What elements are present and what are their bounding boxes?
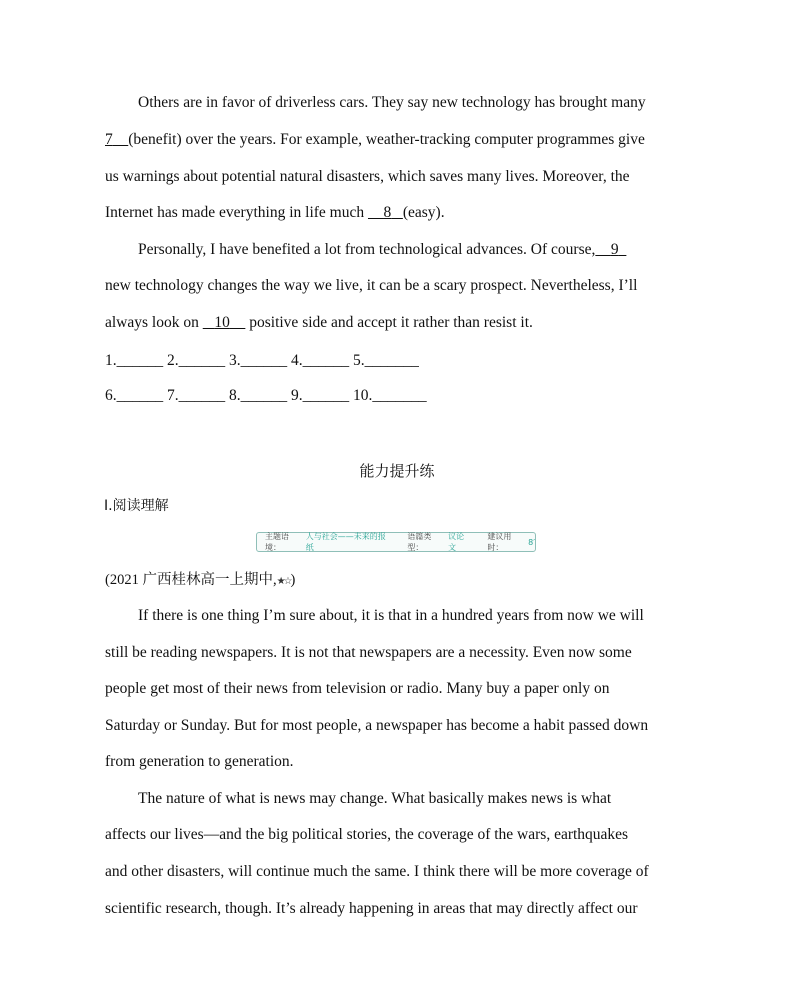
paragraph-line [105, 313, 533, 333]
paragraph-line: Others are in favor of driverless cars. They say new technology has brought many [138, 94, 646, 111]
info-badge [256, 532, 536, 552]
text: always look on [105, 314, 203, 331]
text: Internet has made everything in life much [105, 204, 368, 221]
answer-row: 6.______ 7.______ 8.______ 9.______ 10._______ [105, 387, 427, 404]
time-label: 建议用时： [487, 532, 512, 552]
theme-label: 主题语境： [265, 532, 289, 552]
difficulty-stars-icon: ★☆ [276, 576, 291, 587]
genre-value: 议论文 [448, 532, 465, 552]
source-text: (2021 广西桂林高一上期中, [105, 572, 277, 588]
section-title: 能力提升练 [359, 462, 435, 480]
source-close: ) [290, 572, 296, 588]
theme-value: 人与社会——未来的报纸 [305, 532, 386, 552]
part-heading: Ⅰ.阅读理解 [104, 498, 169, 514]
text: (benefit) over the years. For example, weather-tracking computer programmes give [128, 131, 645, 148]
paragraph-line: scientific research, though. It’s already happening in areas that may directly affect our [105, 900, 638, 917]
paragraph-line: and other disasters, will continue much the same. I think there will be more coverage of [105, 863, 649, 880]
paragraph-line: If there is one thing I’m sure about, it is that in a hundred years from now we will [138, 607, 644, 624]
paragraph-line: new technology changes the way we live, it can be a scary prospect. Nevertheless, I’ll [105, 277, 638, 294]
paragraph-line: us warnings about potential natural disasters, which saves many lives. Moreover, the [105, 168, 630, 185]
paragraph-line: Saturday or Sunday. But for most people, a newspaper has become a habit passed down [105, 717, 649, 734]
text: (easy). [402, 204, 445, 221]
blank-9: 9 [610, 241, 619, 258]
blank-8: 8 [383, 204, 392, 221]
paragraph-line: The nature of what is news may change. What basically makes news is what [138, 790, 612, 807]
paragraph-line [138, 240, 626, 260]
text: positive side and accept it rather than resist it. [245, 314, 533, 331]
paragraph-line: affects our lives—and the big political stories, the coverage of the wars, earthquakes [105, 826, 629, 843]
blank-7: 7 [105, 131, 113, 148]
blank-10: 10 [214, 314, 230, 331]
source-line [105, 570, 295, 592]
paragraph-line: from generation to generation. [105, 753, 294, 770]
paragraph-line: still be reading newspapers. It is not that newspapers are a necessity. Even now some [105, 644, 632, 661]
time-value: 8′ [528, 537, 536, 547]
paragraph-line: people get most of their news from television or radio. Many buy a paper only on [105, 680, 610, 697]
answer-row: 1.______ 2.______ 3.______ 4.______ 5._______ [105, 352, 419, 369]
genre-label: 语篇类型： [407, 532, 432, 552]
paragraph-line [105, 203, 445, 223]
text: Personally, I have benefited a lot from technological advances. Of course, [138, 241, 596, 258]
paragraph-line [105, 130, 645, 150]
